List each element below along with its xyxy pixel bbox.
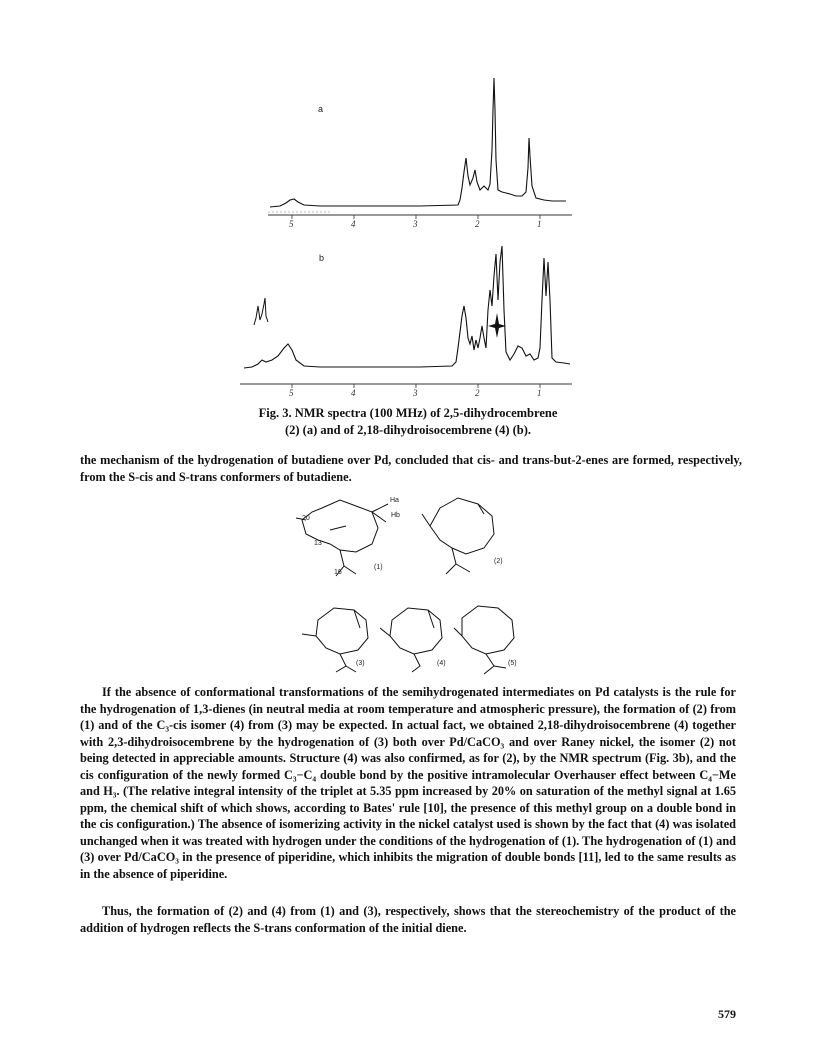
atom-label-hb: Hb xyxy=(391,512,400,519)
tick-a-1: 1 xyxy=(537,219,542,229)
structure-2 xyxy=(422,498,494,574)
tick-b-3: 3 xyxy=(413,388,418,398)
paragraph-3 xyxy=(80,903,736,936)
panel-b-label: b xyxy=(319,253,325,263)
paragraph-1-text: the mechanism of the hydrogenation of butadiene over Pd, concluded that cis- and trans-but-2-enes are formed, respectively, from the S-cis and S-trans conformers of butadiene. xyxy=(80,453,742,484)
atom-label-20: 20 xyxy=(302,515,310,522)
structure-label-3: (3) xyxy=(356,660,365,667)
tick-b-1: 1 xyxy=(537,388,542,398)
atom-label-16: 16 xyxy=(334,569,342,576)
structure-label-1: (1) xyxy=(374,564,383,571)
tick-b-4: 4 xyxy=(351,388,356,398)
structure-label-2: (2) xyxy=(494,558,503,565)
figure-caption-line1: Fig. 3. NMR spectra (100 MHz) of 2,5-dihydrocembrene xyxy=(258,406,558,420)
tick-a-3: 3 xyxy=(413,219,418,229)
atom-label-13: 13 xyxy=(314,540,322,547)
structure-label-4: (4) xyxy=(437,660,446,667)
paragraph-2-text: If the absence of conformational transformations of the semihydrogenated intermediates on Pd catalysts is the rule for the hydrogenation of 1,3-dienes (in neutral media at room temperature and atmospheric pressure), the formation of (2) from (1) and of the C₃-cis isomer (4) from (3) may be expected. In actual fact, we obtained 2,18-dihydroisocembrene (4) together with 2,3-dihydroisocembrene by the hydrogenation of (3) both over Pd/CaCO₃ and over Raney nickel, the isomer (2) not being detected in appreciable amounts. Structure (4) was also confirmed, as for (2), by the NMR spectrum (Fig. 3b), and the cis configuration of the newly formed C₃−C₄ double bond by the positive intramolecular Overhauser effect between C₄−Me and H₃. (The relative integral intensity of the triplet at 5.35 ppm increased by 20% on saturation of the methyl signal at 1.65 ppm, the chemical shift of which shows, according to Bates' rule [10], the presence of this methyl group on a double bond in the cis configuration.) The absence of isomerizing activity in the nickel catalyst used is shown by the fact that (4) was isolated unchanged when it was treated with hydrogen under the conditions of the hydrogenation of (1). The hydrogenation of (1) and (3) over Pd/CaCO₃ in the presence of piperidine, which inhibits the migration of double bonds [11], led to the same results as in the absence of piperidine. xyxy=(80,685,736,881)
structure-5 xyxy=(454,606,514,674)
structure-label-5: (5) xyxy=(508,660,517,667)
tick-b-5: 5 xyxy=(289,388,294,398)
page-number: 579 xyxy=(718,1007,736,1021)
paragraph-3-text: Thus, the formation of (2) and (4) from (1) and (3), respectively, shows that the stereochemistry of the product of the addition of hydrogen reflects the S-trans conformation of the initial diene. xyxy=(80,904,736,935)
tick-a-4: 4 xyxy=(351,219,356,229)
structure-4 xyxy=(380,608,442,672)
atom-label-ha: Ha xyxy=(390,497,399,504)
paragraph-2 xyxy=(80,684,736,882)
tick-b-2: 2 xyxy=(475,388,480,398)
tick-a-5: 5 xyxy=(289,219,294,229)
tick-a-2: 2 xyxy=(475,219,480,229)
figure-caption-line2: (2) (a) and of 2,18-dihydroisocembrene (4) (b). xyxy=(284,423,532,437)
panel-a-label: a xyxy=(318,104,324,114)
